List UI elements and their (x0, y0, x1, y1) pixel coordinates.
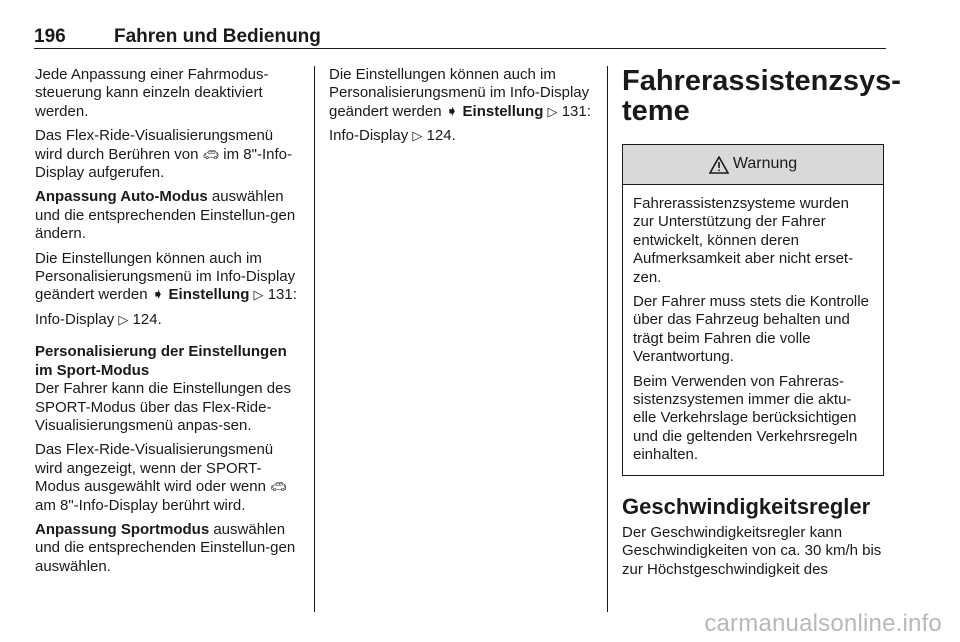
paragraph: Das Flex-Ride-Visualisierungsmenü wird durch Berühren von 🚗︎ im 8"-Info-Display aufgerufen. (35, 127, 292, 182)
car-icon: 🚗︎ (202, 146, 220, 162)
section-title: Fahrerassistenzsys- teme (622, 65, 901, 127)
paragraph: Der Fahrer kann die Einstellungen des SPORT-Modus über das Flex-Ride-Visualisierungsmenü anpas-sen. (35, 380, 291, 434)
column-divider (607, 66, 608, 612)
paragraph: Die Einstellungen können auch im Personalisierungsmenü im Info-Display geändert werden ➧ Einstellung ▷ 131: (329, 66, 591, 120)
warning-title: Warnung (732, 155, 798, 173)
warning-header (623, 145, 883, 185)
page-reference-icon: ▷ (547, 103, 558, 119)
menu-arrow-icon: ➧ (445, 102, 459, 120)
paragraph: Anpassung Auto-Modus auswählen und die entsprechenden Einstellun-gen ändern. (35, 188, 296, 243)
sub-heading: Personalisierung der Einstellungen im Sport-Modus (35, 343, 287, 379)
subsection-title: Geschwindigkeitsregler (622, 493, 871, 519)
paragraph: Anpassung Sportmodus auswählen und die entsprechenden Einstellun-gen auswählen. (35, 520, 296, 575)
column-divider (314, 66, 315, 612)
chapter-title: Fahren und Bedienung (114, 26, 321, 47)
menu-arrow-icon: ➧ (151, 286, 165, 304)
paragraph: Das Flex-Ride-Visualisierungsmenü wird angezeigt, wenn der SPORT-Modus ausgewählt wird oder wenn 🚗︎ am 8"-Info-Display berührt wird. (35, 441, 287, 514)
paragraph: Info-Display ▷ 124. (329, 127, 456, 145)
column-right (622, 65, 901, 585)
column-middle (329, 66, 591, 152)
page-reference-icon: ▷ (253, 287, 264, 303)
warning-paragraph: Fahrerassistenzsysteme wurden zur Unterstützung der Fahrer entwickelt, können deren Aufmerksamkeit aber nicht erset-zen. (633, 195, 854, 286)
page-reference-icon: ▷ (412, 128, 423, 144)
warning-paragraph: Beim Verwenden von Fahreras-sistenzsystemen immer die aktu-elle Verkehrslage berücksichtigen und die geltenden Verkehrsregeln einhalten. (633, 372, 858, 464)
warning-triangle-icon (709, 156, 729, 174)
page-header (34, 22, 886, 49)
paragraph: Die Einstellungen können auch im Personalisierungsmenü im Info-Display geändert werden ➧ Einstellung ▷ 131: (35, 249, 297, 304)
column-left (35, 66, 297, 582)
paragraph: Der Geschwindigkeitsregler kann Geschwindigkeiten von ca. 30 km/h bis zur Höchstgeschwindigkeit des (622, 523, 882, 578)
watermark: carmanualsonline.info (704, 610, 942, 637)
paragraph: Info-Display ▷ 124. (35, 310, 162, 328)
car-icon: 🚗︎ (270, 479, 287, 495)
warning-box (622, 144, 884, 476)
paragraph: Jede Anpassung einer Fahrmodus-steuerung kann einzeln deaktiviert werden. (35, 66, 269, 120)
page-number: 196 (34, 26, 66, 47)
warning-paragraph: Der Fahrer muss stets die Kontrolle über das Fahrzeug behalten und trägt beim Fahren die volle Verantwortung. (633, 293, 869, 366)
page-reference-icon: ▷ (118, 311, 129, 327)
warning-body (623, 185, 883, 475)
